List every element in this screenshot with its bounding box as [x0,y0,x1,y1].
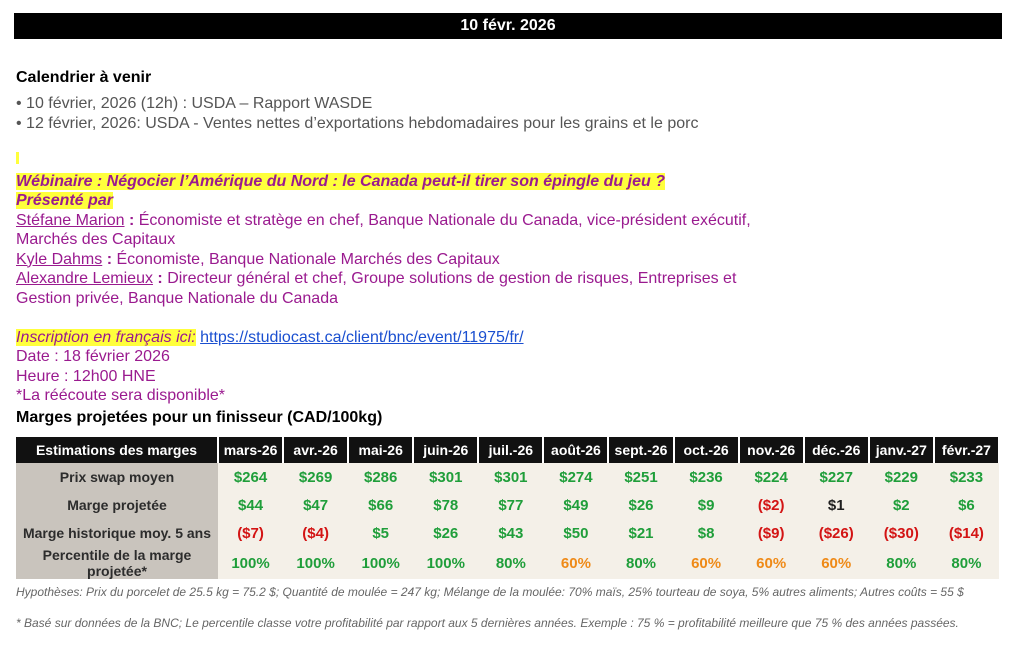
month-header: août-26 [543,437,608,463]
table-cell: $301 [478,463,543,491]
table-cell: $50 [543,519,608,547]
table-cell: $66 [348,491,413,519]
table-cell: $8 [674,519,739,547]
table-cell: $269 [283,463,348,491]
speaker-separator: : [106,250,113,268]
table-cell: $301 [413,463,478,491]
table-cell: $77 [478,491,543,519]
webinar-title: Wébinaire : Négocier l’Amérique du Nord : le Canada peut-il tirer son épingle du jeu ? [16,172,665,190]
month-header: avr.-26 [283,437,348,463]
table-cell: 100% [218,547,283,579]
table-cell: $47 [283,491,348,519]
table-cell: $43 [478,519,543,547]
table-cell: 60% [543,547,608,579]
month-header: oct.-26 [674,437,739,463]
calendar-list [16,94,698,134]
table-row [16,519,999,547]
table-cell: ($7) [218,519,283,547]
margins-title: Marges projetées pour un finisseur (CAD/100kg) [16,409,383,426]
speaker-role-cont: Marchés des Capitaux [16,231,176,248]
row-label: Marge historique moy. 5 ans [16,519,218,547]
table-cell: $5 [348,519,413,547]
month-header: juin-26 [413,437,478,463]
registration-line [16,328,836,348]
table-cell: $2 [869,491,934,519]
month-header: janv.-27 [869,437,934,463]
banner-date: 10 févr. 2026 [460,17,556,34]
calendar-item: • 10 février, 2026 (12h) : USDA – Rapport WASDE [16,95,373,112]
assumptions-note: Hypothèses: Prix du porcelet de 25.5 kg = 75.2 $; Quantité de moulée = 247 kg; Mélange de la moulée: 70% maïs, 25% tourteau de soya, 5% autres aliments; Autres coûts = 55 $ [16,585,964,599]
row-label: Percentile de la marge projetée* [16,547,218,579]
table-cell: ($30) [869,519,934,547]
date-banner [14,13,1002,39]
month-header: nov.-26 [739,437,804,463]
table-cell: $44 [218,491,283,519]
speaker-role-cont: Gestion privée, Banque Nationale du Canada [16,289,338,307]
speaker-role: Économiste, Banque Nationale Marchés des Capitaux [112,250,500,268]
table-cell: $26 [608,491,673,519]
table-cell: $224 [739,463,804,491]
month-header: sept.-26 [608,437,673,463]
table-cell: 60% [804,547,869,579]
presented-by: Présenté par [16,192,113,209]
table-cell: $78 [413,491,478,519]
margins-table [16,437,1000,579]
table-cell: $286 [348,463,413,491]
speaker-role: Directeur général et chef, Groupe solutions de gestion de risques, Entreprises et [162,270,737,287]
table-cell: $251 [608,463,673,491]
row-label: Marge projetée [16,491,218,519]
table-cell: ($4) [283,519,348,547]
table-cell: $26 [413,519,478,547]
table-cell: $264 [218,463,283,491]
table-cell: $6 [934,491,999,519]
table-cell: 60% [674,547,739,579]
table-cell: 80% [869,547,934,579]
table-cell: $21 [608,519,673,547]
table-cell: $227 [804,463,869,491]
speaker-1 [16,211,836,231]
calendar-item: • 12 février, 2026: USDA - Ventes nettes d’exportations hebdomadaires pour les grains et le porc [16,115,699,132]
row-label: Prix swap moyen [16,463,218,491]
table-cell: 100% [348,547,413,579]
table-cell: 100% [283,547,348,579]
table-cell: ($9) [739,519,804,547]
calendar-title: Calendrier à venir [16,69,152,86]
month-header: déc.-26 [804,437,869,463]
table-cell: ($14) [934,519,999,547]
highlight-marker [16,152,19,164]
speaker-3 [16,269,836,289]
webinar-date: Date : 18 février 2026 [16,348,170,365]
speaker-separator: : [157,270,163,287]
footnote: * Basé sur données de la BNC; Le percentile classe votre profitabilité par rapport aux 5 dernières années. Exemple : 75 % = profitabilité meilleure que 75 % des années passées. [16,616,959,630]
table-row [16,463,999,491]
table-cell: 100% [413,547,478,579]
table-cell: $229 [869,463,934,491]
month-header: mars-26 [218,437,283,463]
table-cell: $236 [674,463,739,491]
table-cell: ($26) [804,519,869,547]
webinar-replay: *La réécoute sera disponible* [16,387,226,404]
speaker-separator: : [128,211,135,229]
table-row [16,491,999,519]
table-cell: 80% [478,547,543,579]
table-cell: $49 [543,491,608,519]
table-cell: 80% [608,547,673,579]
registration-link[interactable]: https://studiocast.ca/client/bnc/event/11975/fr/ [200,328,524,346]
webinar-block [16,152,836,406]
webinar-time: Heure : 12h00 HNE [16,367,156,385]
month-header: févr.-27 [934,437,999,463]
speaker-2 [16,250,836,270]
registration-label: Inscription en français ici: [16,328,196,346]
table-cell: $9 [674,491,739,519]
table-header-row [16,437,999,463]
table-cell: ($2) [739,491,804,519]
speaker-role: Économiste et stratège en chef, Banque Nationale du Canada, vice-président exécutif, [134,211,751,229]
table-cell: 60% [739,547,804,579]
table-header-label: Estimations des marges [16,437,218,463]
table-cell: $274 [543,463,608,491]
speaker-name[interactable]: Alexandre Lemieux [16,270,153,287]
speaker-name[interactable]: Kyle Dahms [16,250,103,268]
month-header: mai-26 [348,437,413,463]
table-cell: 80% [934,547,999,579]
table-cell: $233 [934,463,999,491]
speaker-name[interactable]: Stéfane Marion [16,211,125,229]
table-cell: $1 [804,491,869,519]
month-header: juil.-26 [478,437,543,463]
table-row [16,547,999,579]
